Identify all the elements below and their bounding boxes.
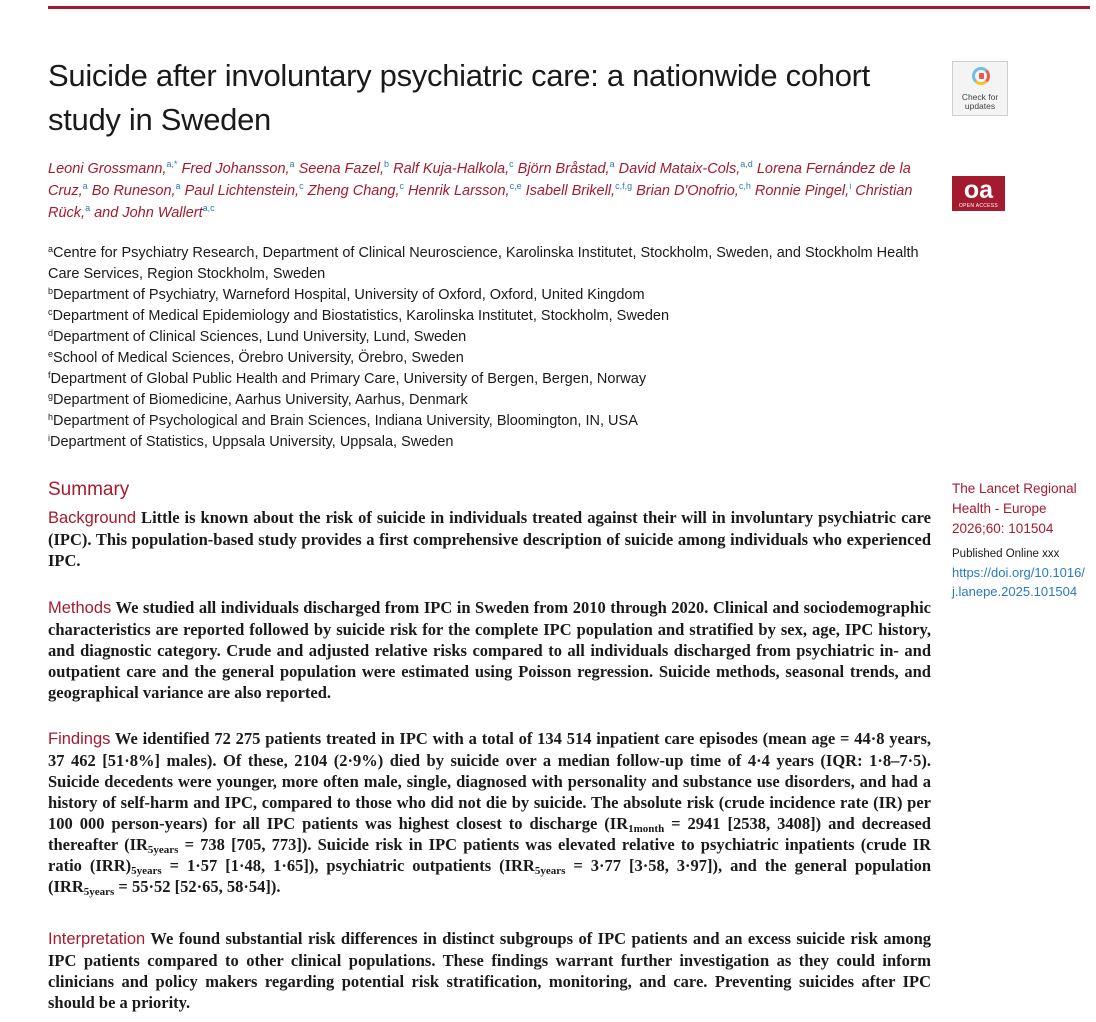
affiliation-key: i [48,433,50,443]
author-affiliation-marker: b [384,159,390,169]
summary-methods [48,597,931,703]
author-affiliation-marker: a,* [166,159,178,169]
findings-label: Findings [48,730,111,748]
affiliation-item [48,327,938,348]
affiliation-key: a [48,244,54,254]
methods-text: We studied all individuals discharged from IPC in Sweden from 2010 through 2020. Clinical and sociodemographic characteristics are reported followed by suicide risk for the complete IPC population and stratified by sex, age, IPC history, and diagnostic category. Crude and adjusted relative risks compared to all individuals discharged from psychiatric in- and outpatient care and the general population were estimated using Poisson regression. Suicide methods, seasonal trends, and geographical variance are also reported. [48,598,931,702]
author-name: Leoni Grossmann, [48,161,167,177]
author-name: Fred Johansson, [177,161,290,177]
author-name: David Mataix-Cols, [614,161,741,177]
findings-subscript: 5years [147,844,179,856]
author-name: Ronnie Pingel, [750,183,850,199]
affiliation-key: g [48,391,54,401]
affiliation-key: h [48,412,54,422]
author-list [48,158,928,224]
affiliation-item [48,369,938,390]
summary-interpretation [48,928,931,1013]
affiliation-key: e [48,349,54,359]
author-name: Seena Fazel, [294,161,385,177]
author-affiliation-marker: a [82,181,88,191]
author-name: Bo Runeson, [87,183,176,199]
affiliation-text: Department of Statistics, Uppsala University, Uppsala, Sweden [50,434,454,450]
check-for-updates-label: Check for updates [961,92,999,111]
author-name: and John Wallert [90,205,203,221]
author-affiliation-marker: c [399,181,404,191]
affiliation-text: Department of Clinical Sciences, Lund University, Lund, Sweden [53,329,467,345]
findings-subscript: 5years [131,865,162,877]
author-name: Paul Lichtenstein, [180,183,300,199]
author-affiliation-marker: c,h [738,181,751,191]
affiliation-text: Centre for Psychiatry Research, Department of Clinical Neuroscience, Karolinska Institutet, Stockholm, Sweden, and Stockholm Health Care Services, Region Stockholm, Sweden [48,245,919,282]
author-name: Björn Bråstad, [513,161,610,177]
findings-text: = 1·57 [1·48, 1·65]), psychiatric outpatients (IRR [161,856,535,875]
author-affiliation-marker: c,e [509,181,522,191]
findings-subscript: 1month [628,823,665,835]
check-for-updates-badge[interactable] [952,61,1008,116]
affiliation-item [48,348,938,369]
summary-findings [48,728,931,897]
background-label: Background [48,509,137,527]
affiliation-text: School of Medical Sciences, Örebro University, Örebro, Sweden [53,350,464,366]
affiliation-text: Department of Psychiatry, Warneford Hospital, University of Oxford, Oxford, United Kingdom [53,287,645,303]
findings-text: We identified 72 275 patients treated in IPC with a total of 134 514 inpatient care episodes (mean age = 44·8 years, 37 462 [51·8%] males). Of these, 2104 (2·9%) died by suicide over a median follow-up time of 4·4 years (IQR: 1·8–7·5). Suicide decedents were younger, more often male, single, diagnosed with personality and substance use disorders, and had a history of self-harm and IPC, compared to those who did not die by suicide. The absolute risk (crude incidence rate (IR) per 100 000 person-years) for all IPC patients was highest closest to discharge (IR [48,729,931,833]
author-affiliation-marker: c [299,181,304,191]
doi-link[interactable]: https://doi.org/10.1016/j.lanepe.2025.101504 [952,565,1085,599]
affiliation-list [48,243,938,453]
background-text: Little is known about the risk of suicide in individuals treated against their will in involuntary psychiatric care (IPC). This population-based study provides a first comprehensive description of suicide among individuals who experienced IPC. [48,508,931,570]
author-name: Lorena Fernández de la Cruz, [48,161,911,199]
author-affiliation-marker: c [509,159,514,169]
affiliation-item [48,243,938,285]
open-access-logo [952,176,1005,211]
methods-label: Methods [48,599,112,617]
findings-text: = 738 [705, 773]). Suicide risk in IPC patients was elevated relative to psychiatric inpatients (crude IR ratio (IRR) [48,835,931,875]
findings-text: = 3·77 [3·58, 3·97]), and the general population (IRR [48,856,931,896]
affiliation-key: d [48,328,54,338]
affiliation-text: Department of Biomedicine, Aarhus University, Aarhus, Denmark [53,392,468,408]
findings-text: = 2941 [2538, 3408]) and decreased thereafter (IR [48,814,931,854]
open-access-logo-text: oa [963,176,994,204]
author-name: Christian Rück, [48,183,913,221]
affiliation-item [48,306,938,327]
published-online: Published Online xxx [952,548,1060,560]
interpretation-label: Interpretation [48,930,146,948]
findings-text: = 55·52 [52·65, 58·54]). [114,877,281,896]
summary-heading: Summary [48,479,130,500]
author-affiliation-marker: a,c [202,203,215,213]
author-affiliation-marker: a [175,181,181,191]
affiliation-text: Department of Psychological and Brain Sciences, Indiana University, Bloomington, IN, USA [53,413,638,429]
author-affiliation-marker: a [609,159,615,169]
findings-subscript: 5years [83,886,115,898]
affiliation-item [48,411,938,432]
author-affiliation-marker: a [289,159,295,169]
author-affiliation-marker: i [849,181,852,191]
affiliation-key: c [48,307,53,317]
interpretation-text: We found substantial risk differences in distinct subgroups of IPC patients and an excess suicide risk among IPC patients compared to other clinical populations. These findings warrant further investigation as they could inform clinicians and policy makers regarding potential risk stratification, monitoring, and care. Preventing suicides after IPC should be a priority. [48,929,931,1012]
author-name: Henrik Larsson, [404,183,510,199]
author-name: Isabell Brikell, [521,183,616,199]
affiliation-item [48,285,938,306]
author-affiliation-marker: c,f,g [615,181,633,191]
affiliation-text: Department of Medical Epidemiology and Biostatistics, Karolinska Institutet, Stockholm, Sweden [52,308,670,324]
author-affiliation-marker: a [85,203,91,213]
author-affiliation-marker: a,d [740,159,753,169]
affiliation-key: b [48,286,54,296]
open-access-caption: OPEN ACCESS [958,203,999,209]
affiliation-item [48,390,938,411]
article-title: Suicide after involuntary psychiatric care: a nationwide cohort study in Sweden [48,58,870,137]
affiliation-item [48,432,938,453]
check-for-updates-icon [972,67,990,85]
journal-citation: The Lancet Regional Health - Europe 2026;60: 101504 [952,481,1077,536]
author-name: Brian D'Onofrio, [632,183,739,199]
top-rule [48,6,1090,9]
summary-background [48,507,931,571]
affiliation-text: Department of Global Public Health and Primary Care, University of Bergen, Bergen, Norway [50,371,647,387]
author-name: Zheng Chang, [303,183,400,199]
affiliation-key: f [48,370,51,380]
findings-subscript: 5years [534,865,566,877]
author-name: Ralf Kuja-Halkola, [389,161,510,177]
